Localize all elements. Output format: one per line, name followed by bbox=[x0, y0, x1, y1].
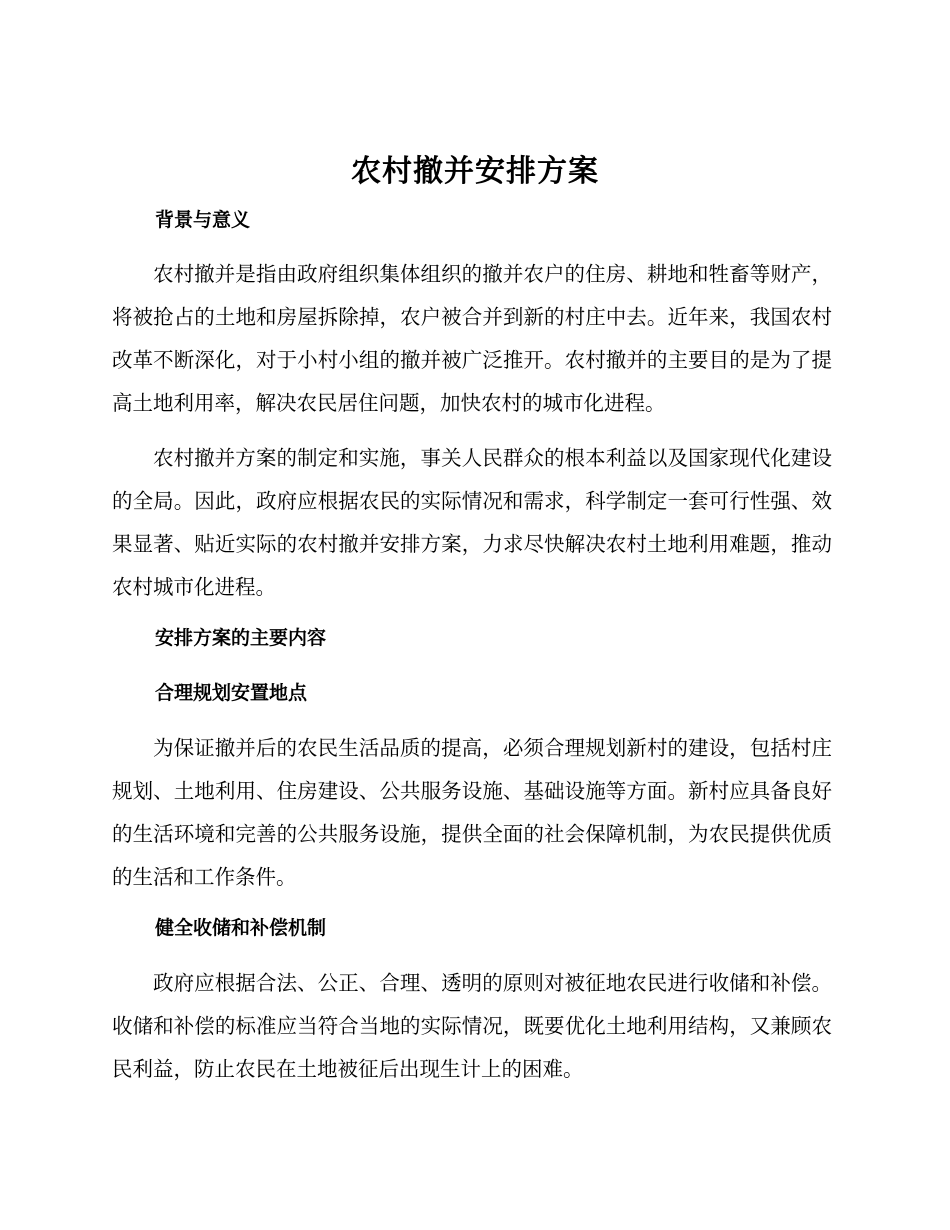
section-heading-resettlement-planning: 合理规划安置地点 bbox=[155, 682, 308, 704]
section-heading-background: 背景与意义 bbox=[155, 209, 251, 231]
paragraph-background-1: 农村撤并是指由政府组织集体组织的撤并农户的住房、耕地和牲畜等财产，将被抢占的土地和房屋拆除掉，农户被合并到新的村庄中去。近年来，我国农村改革不断深化，对于小村小组的撤并被广泛推开。农村撤并的主要目的是为了提高土地利用率，解决农民居住问题，加快农村的城市化进程。 bbox=[112, 262, 832, 415]
section-heading-compensation: 健全收储和补偿机制 bbox=[155, 917, 327, 939]
paragraph-resettlement-planning: 为保证撤并后的农民生活品质的提高，必须合理规划新村的建设，包括村庄规划、土地利用、住房建设、公共服务设施、基础设施等方面。新村应具备良好的生活环境和完善的公共服务设施，提供全面的社会保障机制，为农民提供优质的生活和工作条件。 bbox=[112, 736, 832, 889]
section-heading-main-content: 安排方案的主要内容 bbox=[155, 627, 327, 649]
document-title: 农村撤并安排方案 bbox=[351, 154, 599, 189]
paragraph-background-2: 农村撤并方案的制定和实施，事关人民群众的根本利益以及国家现代化建设的全局。因此，政府应根据农民的实际情况和需求，科学制定一套可行性强、效果显著、贴近实际的农村撤并安排方案，力求尽快解决农村土地利用难题，推动农村城市化进程。 bbox=[112, 446, 832, 599]
paragraph-compensation: 政府应根据合法、公正、合理、透明的原则对被征地农民进行收储和补偿。收储和补偿的标准应当符合当地的实际情况，既要优化土地利用结构，又兼顾农民利益，防止农民在土地被征后出现生计上的困难。 bbox=[112, 971, 832, 1081]
